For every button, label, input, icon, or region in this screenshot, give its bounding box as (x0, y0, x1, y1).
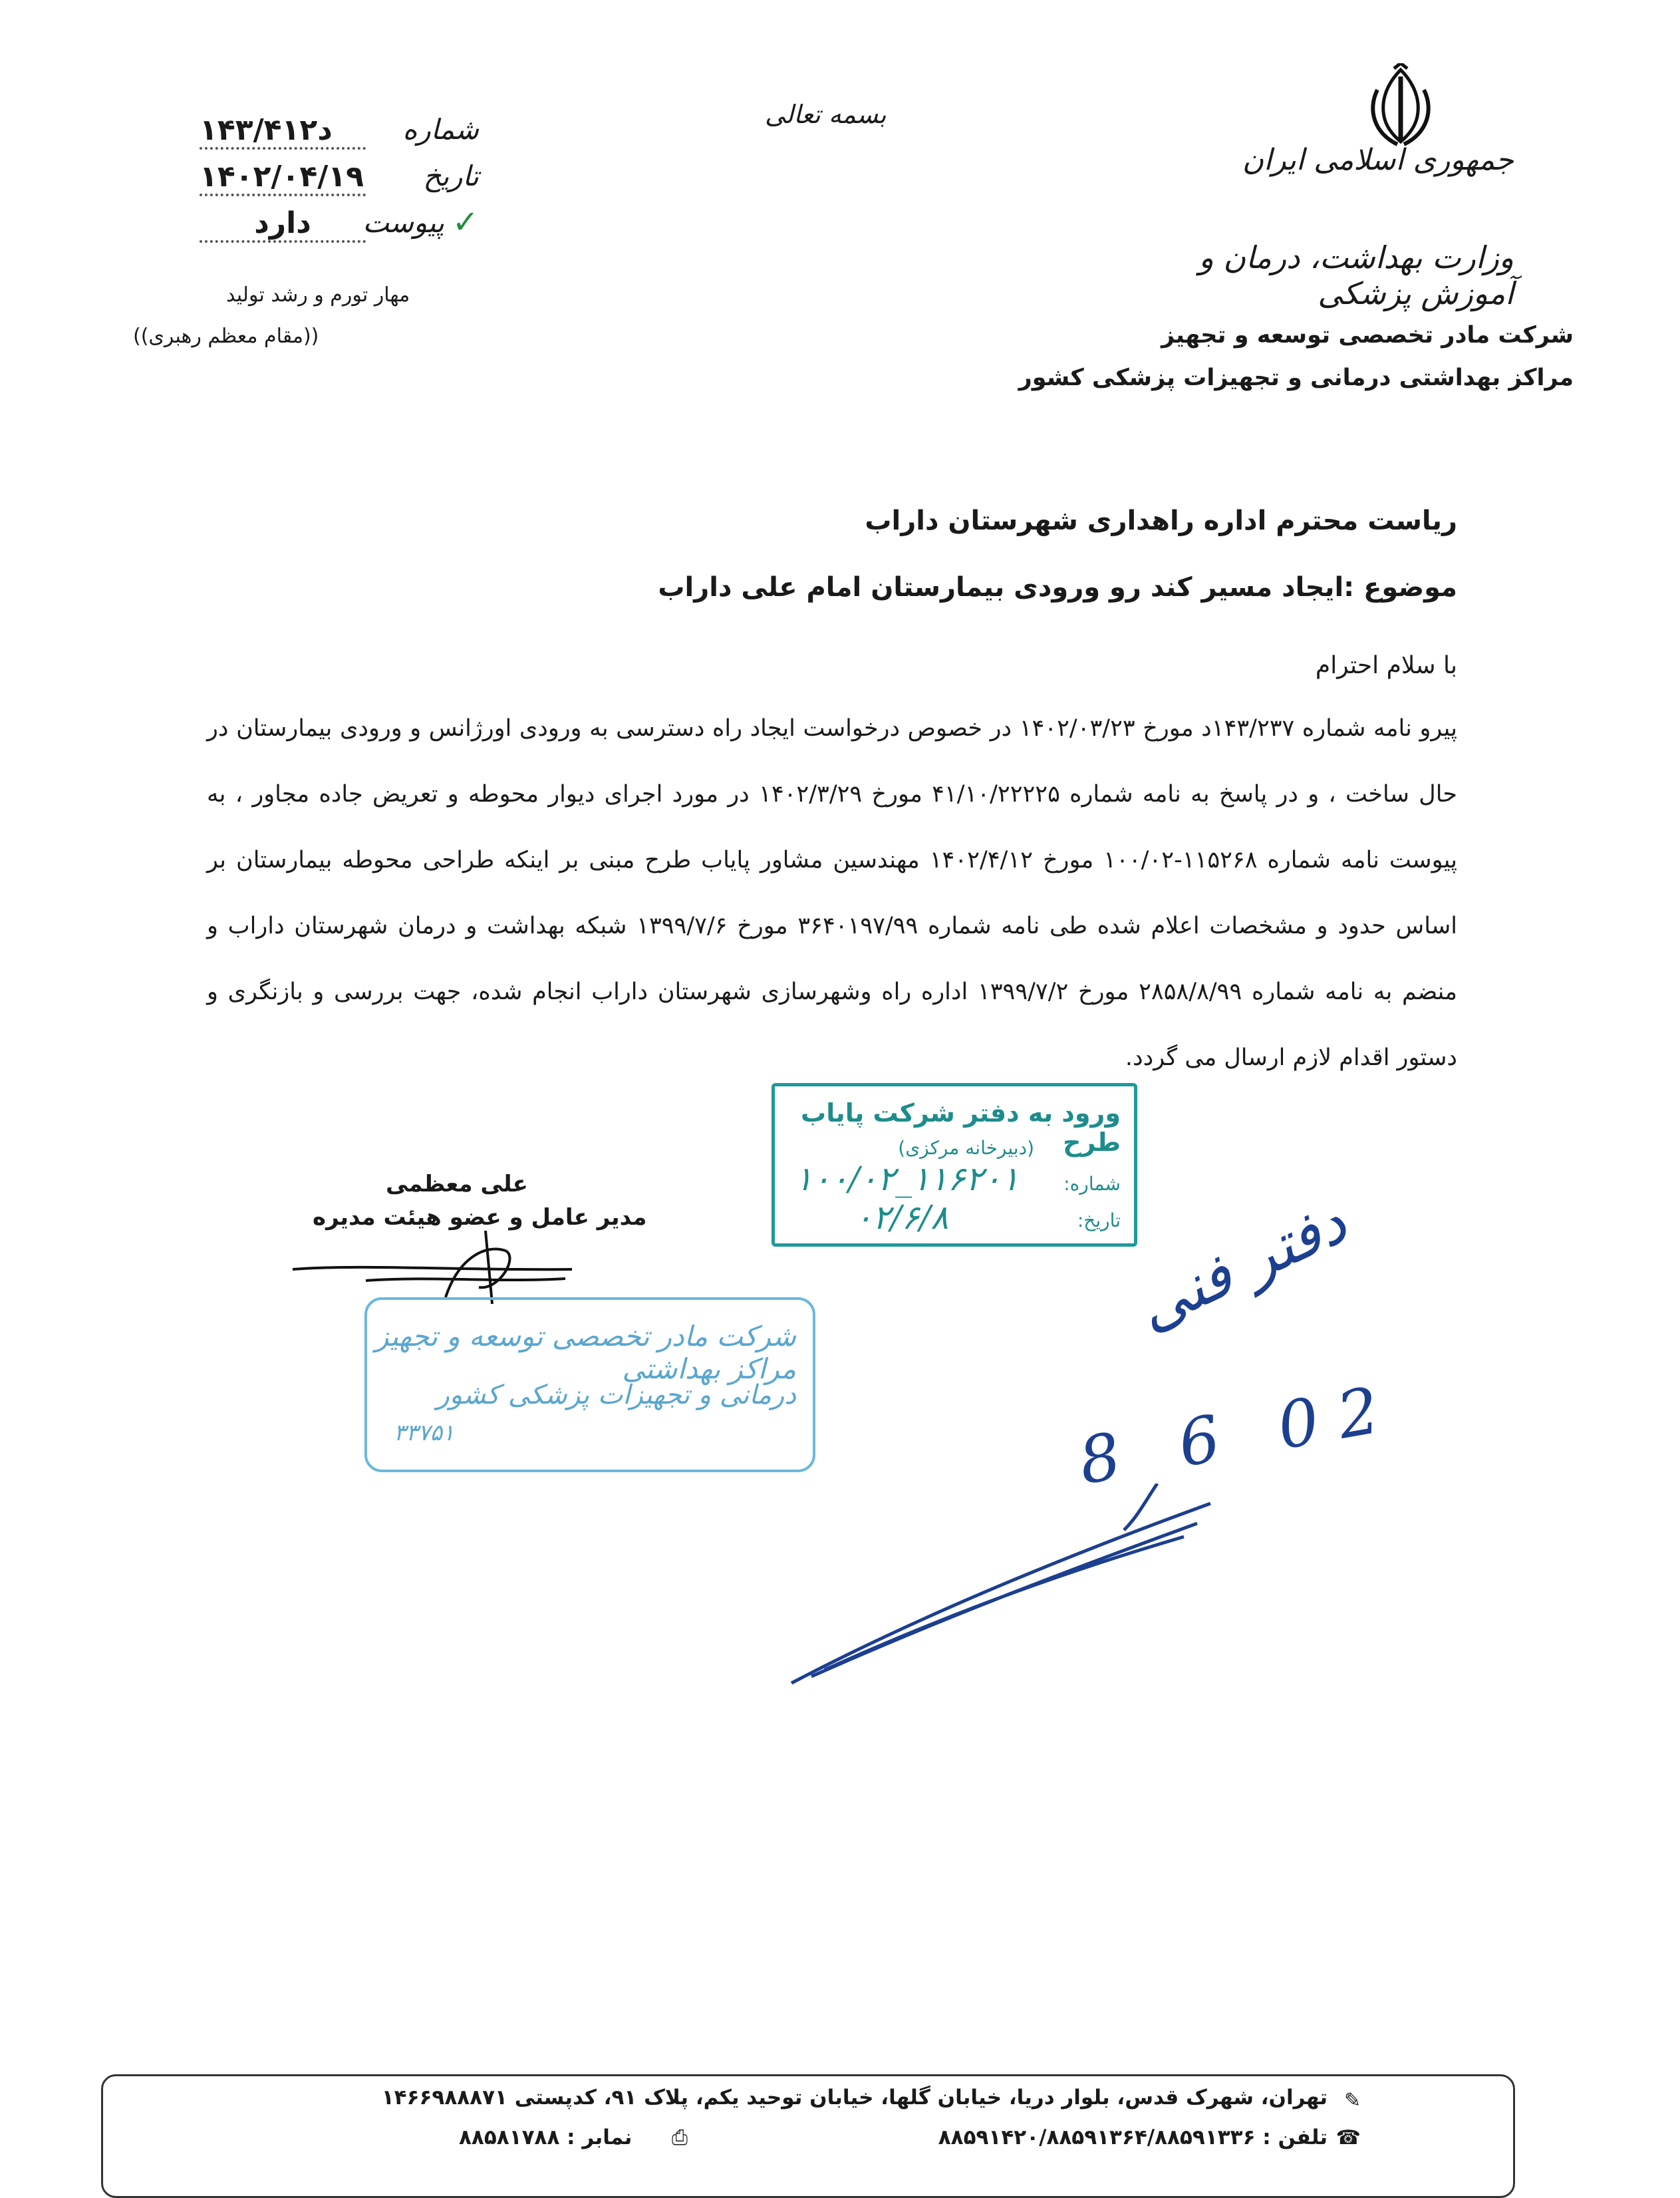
footer-fax: نمابر : ۸۸۵۸۱۷۸۸ (459, 2125, 632, 2149)
company-stamp-number: ۳۳۷۵۱ (394, 1420, 455, 1446)
number-label: شماره (402, 113, 479, 146)
greeting: با سلام احترام (1315, 652, 1457, 679)
slogan-source: ((مقام معظم رهبری)) (133, 325, 319, 348)
entry-stamp-number-label: شماره: (1063, 1173, 1121, 1195)
footer-phone: تلفن : ۸۸۵۹۱۴۲۰/۸۸۵۹۱۳۶۴/۸۸۵۹۱۳۳۶ (938, 2125, 1328, 2149)
iran-emblem-icon (1361, 63, 1441, 150)
company-line-2: مراکز بهداشتی درمانی و تجهیزات پزشکی کشور (1018, 365, 1574, 391)
handwritten-digits: 8 6 02 (1073, 1369, 1405, 1499)
letter-date-row (200, 160, 479, 197)
slogan: مهار تورم و رشد تولید (226, 283, 410, 307)
subject: موضوع :ایجاد مسیر کند رو ورودی بیمارستان امام علی داراب (658, 572, 1457, 603)
letter-body: پیرو نامه شماره ۱۴۳/۲۳۷د مورخ ۱۴۰۲/۰۳/۲۳ در خصوص درخواست ایجاد راه دسترسی به ورودی اورژانس و ورودی بیمارستان در حال ساخت ، و در پاسخ به نامه شماره ۴۱/۱۰/۲۲۲۲۵ مورخ ۱۴۰۲/۳/۲۹ در مورد اجرای دیوار محوطه و تعریض جاده مجاور ، به پیوست نامه شماره ۱۱۵۲۶۸-۱۰۰/۰۲ مورخ ۱۴۰۲/۴/۱۲ مهندسین مشاور پایاب طرح مبنی بر اینکه طراحی محوطه بیمارستان بر اساس حدود و مشخصات اعلام شده طی نامه شماره ۳۶۴۰۱۹۷/۹۹ مورخ ۱۳۹۹/۷/۶ شبکه بهداشت و درمان شهرستان داراب و منضم به نامه شماره ۲۸۵۸/۸/۹۹ مورخ ۱۳۹۹/۷/۲ اداره راه وشهرسازی شهرستان داراب انجام شده، جهت بررسی و بازنگری و دستور اقدام لازم ارسال می گردد. (207, 715, 1458, 1071)
entry-stamp-title: ورود به دفتر شرکت پایاب طرح (801, 1098, 1121, 1157)
attachment-row (200, 206, 479, 243)
basmala: بسمه تعالی (765, 100, 887, 129)
attachment-label: پیوست (362, 206, 444, 239)
signature-icon (286, 1217, 592, 1311)
pen-icon: ✎ (1343, 2089, 1361, 2112)
footer-address: تهران، شهرک قدس، بلوار دریا، خیابان گلها، خیابان توحید یکم، پلاک ۹۱، کدپستی ۱۴۶۶۹۸۸۸۷۱ (381, 2086, 1328, 2110)
check-mark-icon: ✓ (452, 204, 479, 241)
handwritten-note: دفتر فنی (1126, 1187, 1357, 1344)
letter-number-row (200, 113, 479, 150)
date-label: تاریخ (423, 160, 479, 192)
entry-stamp (771, 1083, 1137, 1247)
recipient: ریاست محترم اداره راهداری شهرستان داراب (865, 506, 1457, 536)
company-line-1: شرکت مادر تخصصی توسعه و تجهیز (1161, 322, 1574, 349)
ministry-title: وزارت بهداشت، درمان و آموزش پزشکی (1198, 239, 1514, 311)
company-stamp-line-2: درمانی و تجهیزات پزشکی کشور (436, 1380, 796, 1410)
fax-icon: ⎙ (672, 2126, 688, 2149)
signatory-name: علی معظمی (386, 1171, 528, 1197)
entry-stamp-date-label: تاریخ: (1077, 1209, 1121, 1231)
signatory-title: مدیر عامل و عضو هیئت مدیره (313, 1204, 647, 1231)
republic-title: جمهوری اسلامی ایران (1242, 143, 1514, 177)
entry-stamp-date: ۰۲/۶/۸ (855, 1198, 949, 1237)
entry-stamp-number: ۱۰۰/۰۲_۱۱۶۲۰۱ (795, 1160, 1020, 1198)
letter-date: ۱۴۰۲/۰۴/۱۹ (200, 160, 366, 196)
letter-number: ۱۴۳/۴۱۲د (200, 113, 366, 150)
entry-stamp-subtitle: (دبیرخانه مرکزی) (898, 1137, 1034, 1159)
attachment-value: دارد (200, 206, 366, 243)
company-stamp-line-1: شرکت مادر تخصصی توسعه و تجهیز مراکز بهداشتی (375, 1320, 796, 1385)
handwritten-signature-icon (785, 1484, 1237, 1696)
company-name (909, 314, 1574, 399)
company-stamp (364, 1297, 815, 1472)
phone-icon: ☎ (1335, 2126, 1361, 2149)
